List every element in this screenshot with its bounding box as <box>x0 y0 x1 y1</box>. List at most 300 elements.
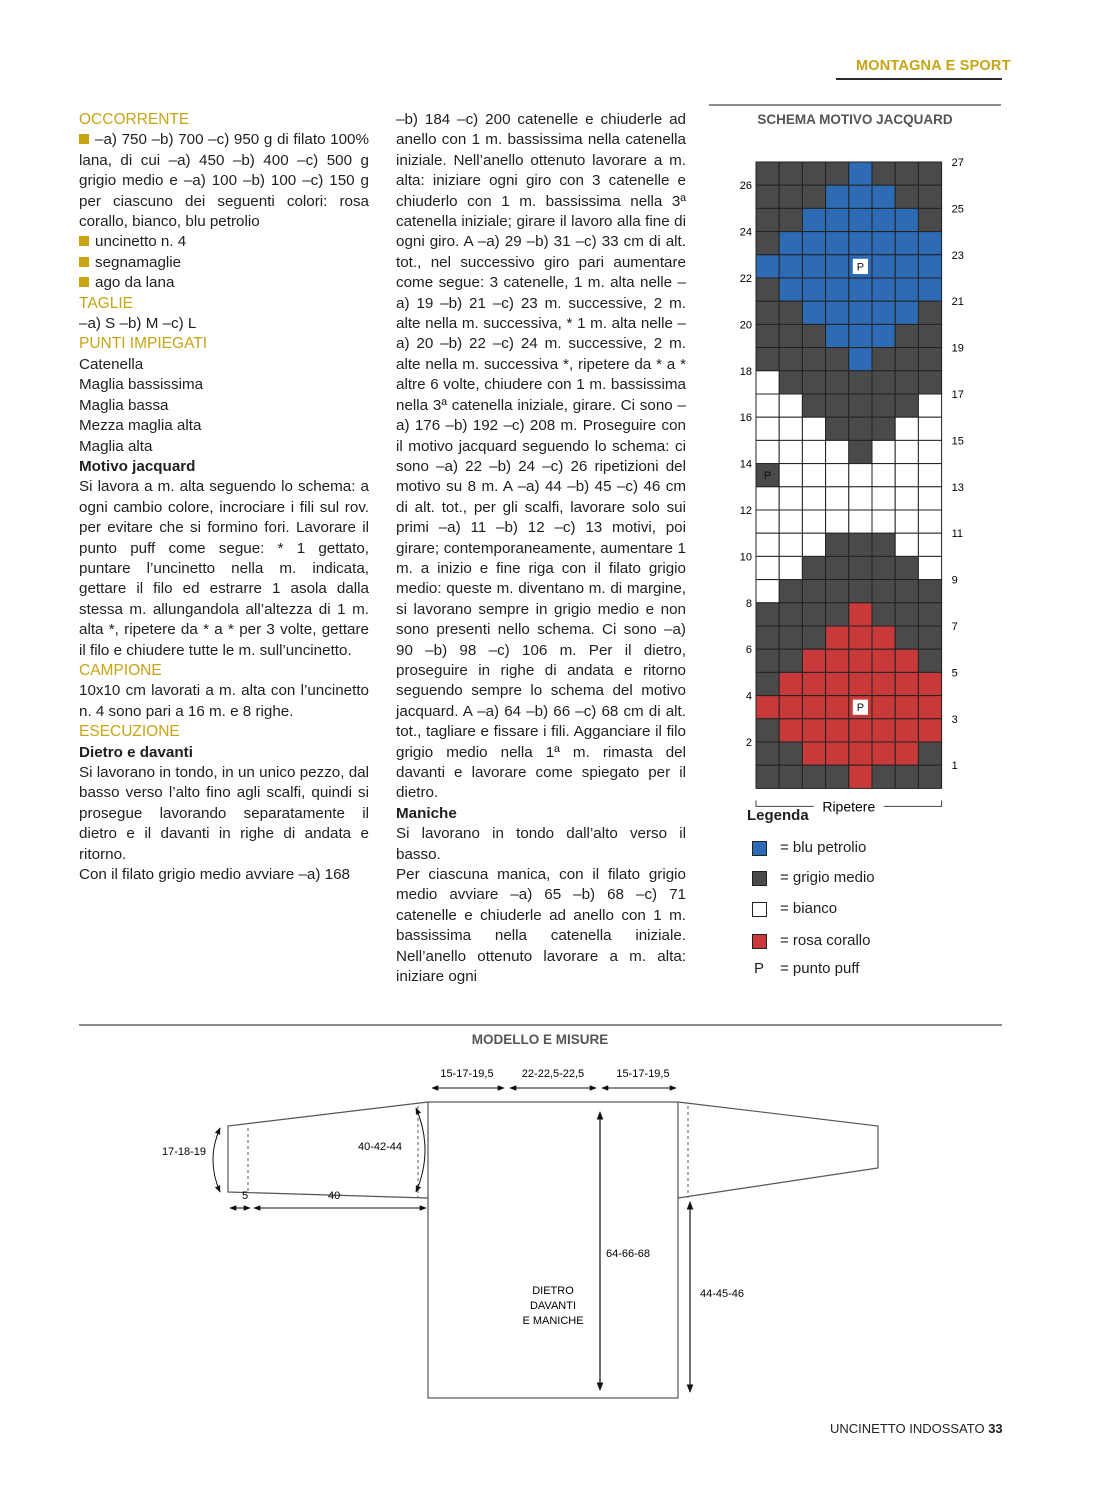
chart-cell <box>756 603 779 626</box>
chart-cell <box>779 487 802 510</box>
chart-cell <box>918 533 941 556</box>
chart-cell <box>849 394 872 417</box>
chart-cell <box>802 765 825 788</box>
piece-label-line: DIETRO <box>532 1285 574 1297</box>
chart-cell <box>895 371 918 394</box>
chart-cell <box>895 533 918 556</box>
chart-cell <box>872 626 895 649</box>
maniche-heading: Maniche <box>396 804 457 822</box>
chart-cell <box>779 417 802 440</box>
chart-cell <box>826 348 849 371</box>
chart-cell <box>826 255 849 278</box>
swatch-icon <box>752 934 767 949</box>
header-rule <box>836 78 1002 80</box>
chart-cell <box>895 719 918 742</box>
chart-cell <box>802 371 825 394</box>
chart-cell <box>756 742 779 765</box>
occorrente-heading: OCCORRENTE <box>79 111 190 128</box>
chart-cell <box>802 255 825 278</box>
item-needle: ago da lana <box>79 273 369 293</box>
chart-cell <box>756 255 779 278</box>
chart-cell <box>872 394 895 417</box>
chart-cell <box>779 278 802 301</box>
page-number: 33 <box>988 1421 1003 1436</box>
chart-cell <box>918 417 941 440</box>
chart-cell <box>756 510 779 533</box>
row-label-left: 6 <box>745 644 752 657</box>
chart-cell <box>826 603 849 626</box>
body-height-label: 64-66-68 <box>606 1248 651 1260</box>
chart-cell <box>826 371 849 394</box>
chart-cell <box>779 324 802 347</box>
chart-cell <box>849 765 872 788</box>
row-label-right: 3 <box>951 713 958 726</box>
chart-cell <box>802 301 825 324</box>
chart-cell <box>779 603 802 626</box>
legend-title: Legenda <box>747 807 809 824</box>
chart-cell <box>918 208 941 231</box>
taglie-heading: TAGLIE <box>79 294 133 312</box>
chart-cell <box>849 208 872 231</box>
chart-cell <box>849 232 872 255</box>
chart-cell <box>895 185 918 208</box>
chart-cell <box>895 672 918 695</box>
row-label-right: 11 <box>951 528 964 541</box>
chart-cell <box>779 719 802 742</box>
punti-heading: PUNTI IMPIEGATI <box>79 335 208 353</box>
chart-cell <box>918 487 941 510</box>
magazine-name: UNCINETTO INDOSSATO <box>830 1421 985 1436</box>
puff-symbol: P <box>754 960 765 977</box>
chart-cell <box>872 603 895 626</box>
cuff-width-arrow <box>213 1128 220 1192</box>
chart-cell <box>779 649 802 672</box>
chart-cell <box>826 719 849 742</box>
row-label-left: 18 <box>739 365 752 378</box>
chart-cell <box>849 719 872 742</box>
chart-cell <box>918 232 941 255</box>
chart-cell <box>895 255 918 278</box>
side-height-label: 44-45-46 <box>700 1288 745 1300</box>
chart-cell <box>779 185 802 208</box>
puff-mark: P <box>763 470 772 483</box>
row-label-left: 16 <box>739 412 752 425</box>
chart-cell <box>895 556 918 579</box>
chart-cell <box>895 487 918 510</box>
chart-cell <box>872 672 895 695</box>
maniche-text-cont: Per ciascuna manica, con il filato grigio medio avviare –a) 65 –b) 68 –c) 71 catenelle e chiuderle ad anello con 1 m. bassissima nella catenella iniziale. Nell’anello ottenuto lavorare a m. alta: iniziare ogni <box>396 866 686 986</box>
chart-cell <box>802 394 825 417</box>
chart-cell <box>872 301 895 324</box>
chart-cell <box>849 533 872 556</box>
dietro-text-cont: Con il filato grigio medio avviare –a) 168 <box>79 866 350 884</box>
chart-cell <box>849 348 872 371</box>
chart-cell <box>756 672 779 695</box>
item-hook: uncinetto n. 4 <box>79 232 369 252</box>
chart-cell <box>802 208 825 231</box>
chart-cell <box>849 301 872 324</box>
chart-cell <box>918 464 941 487</box>
chart-cell <box>849 324 872 347</box>
chart-cell <box>826 649 849 672</box>
chart-cell <box>802 232 825 255</box>
taglie-text: –a) S –b) M –c) L <box>79 315 197 333</box>
chart-cell <box>802 510 825 533</box>
sleeve-length-label: 40 <box>328 1190 341 1202</box>
chart-cell <box>756 301 779 324</box>
jacquard-chart <box>720 150 980 815</box>
chart-cell <box>872 208 895 231</box>
puff-mark: P <box>856 702 865 715</box>
chart-cell <box>918 324 941 347</box>
occorrente-text: –a) 750 –b) 700 –c) 950 g di filato 100% lana, di cui –a) 450 –b) 400 –c) 500 g grigio medio e –a) 100 –b) 100 –c) 150 g per ciascuno dei seguenti colori: rosa corallo, bianco, blu petrolio <box>79 131 369 231</box>
chart-cell <box>872 487 895 510</box>
chart-cell <box>756 394 779 417</box>
chart-cell <box>895 417 918 440</box>
chart-cell <box>802 603 825 626</box>
chart-cell <box>779 672 802 695</box>
chart-cell <box>918 626 941 649</box>
chart-cell <box>849 649 872 672</box>
row-label-left: 24 <box>739 226 752 239</box>
motivo-heading: Motivo jacquard <box>79 457 196 475</box>
chart-cell <box>895 510 918 533</box>
bullet-icon <box>79 134 89 144</box>
chart-cell <box>756 556 779 579</box>
swatch-icon <box>752 902 767 917</box>
chart-cell <box>849 440 872 463</box>
model-title: MODELLO E MISURE <box>471 1032 609 1047</box>
chart-cell <box>849 162 872 185</box>
chart-cell <box>802 417 825 440</box>
item-markers: segnamaglie <box>79 253 369 273</box>
row-label-right: 5 <box>951 667 958 680</box>
row-label-left: 20 <box>739 319 752 332</box>
row-label-right: 1 <box>951 760 958 773</box>
chart-cell <box>756 649 779 672</box>
chart-cell <box>895 696 918 719</box>
chart-cell <box>895 301 918 324</box>
armhole-label: 40-42-44 <box>358 1141 403 1153</box>
chart-cell <box>872 417 895 440</box>
chart-cell <box>802 464 825 487</box>
chart-cell <box>779 348 802 371</box>
chart-cell <box>872 649 895 672</box>
chart-rule <box>709 104 1001 106</box>
chart-cell <box>756 324 779 347</box>
chart-cell <box>802 672 825 695</box>
chart-cell <box>826 510 849 533</box>
dietro-heading: Dietro e davanti <box>79 743 193 761</box>
chart-cell <box>802 696 825 719</box>
row-label-left: 8 <box>745 597 752 610</box>
chart-cell <box>756 348 779 371</box>
chart-cell <box>918 440 941 463</box>
campione-heading: CAMPIONE <box>79 661 162 679</box>
chart-cell <box>849 742 872 765</box>
row-label-right: 17 <box>951 389 964 401</box>
chart-cell <box>872 440 895 463</box>
chart-cell <box>849 672 872 695</box>
chart-cell <box>779 626 802 649</box>
chart-cell <box>756 417 779 440</box>
chart-cell <box>895 394 918 417</box>
chart-title: SCHEMA MOTIVO JACQUARD <box>757 112 953 127</box>
armhole-arrow <box>416 1108 425 1192</box>
text-column-2 <box>396 110 686 987</box>
chart-cell <box>826 765 849 788</box>
row-label-left: 14 <box>739 458 752 471</box>
chart-cell <box>779 394 802 417</box>
garment-diagram <box>0 1050 1107 1420</box>
right-sleeve-outline <box>678 1102 878 1198</box>
chart-cell <box>756 580 779 603</box>
dietro-text: Si lavorano in tondo, in un unico pezzo, dal basso verso l’alto fino agli scalfi, quindi si prosegue lavorando separatamente il dietro e il davanti in righe di andata e ritorno. <box>79 764 369 863</box>
chart-cell <box>802 162 825 185</box>
cuff-width-label: 17-18-19 <box>162 1146 207 1158</box>
chart-cell <box>895 162 918 185</box>
chart-cell <box>756 371 779 394</box>
chart-cell <box>779 301 802 324</box>
chart-cell <box>918 301 941 324</box>
row-label-left: 10 <box>739 551 752 564</box>
row-label-right: 27 <box>951 157 964 169</box>
chart-cell <box>802 348 825 371</box>
chart-cell <box>895 626 918 649</box>
bullet-icon <box>79 236 89 246</box>
chart-cell <box>756 232 779 255</box>
chart-cell <box>849 603 872 626</box>
model-rule <box>79 1024 1002 1026</box>
chart-cell <box>918 765 941 788</box>
chart-cell <box>895 765 918 788</box>
chart-cell <box>872 533 895 556</box>
chart-cell <box>895 464 918 487</box>
chart-cell <box>872 580 895 603</box>
bullet-icon <box>79 277 89 287</box>
chart-cell <box>826 394 849 417</box>
puff-mark: P <box>856 261 865 274</box>
chart-cell <box>826 672 849 695</box>
chart-cell <box>918 348 941 371</box>
chart-cell <box>779 208 802 231</box>
chart-cell <box>849 417 872 440</box>
chart-cell <box>918 719 941 742</box>
chart-cell <box>826 301 849 324</box>
chart-cell <box>779 371 802 394</box>
chart-cell <box>849 487 872 510</box>
chart-cell <box>779 556 802 579</box>
piece-label-line: DAVANTI <box>529 1300 577 1312</box>
chart-cell <box>872 371 895 394</box>
chart-cell <box>779 464 802 487</box>
chart-cell <box>918 394 941 417</box>
chart-cell <box>918 185 941 208</box>
chart-cell <box>895 580 918 603</box>
chart-cell <box>802 440 825 463</box>
top-center-label: 22-22,5-22,5 <box>521 1068 585 1080</box>
chart-cell <box>872 765 895 788</box>
row-label-left: 22 <box>739 273 752 285</box>
chart-cell <box>756 208 779 231</box>
chart-cell <box>849 626 872 649</box>
chart-cell <box>779 255 802 278</box>
chart-cell <box>756 696 779 719</box>
punti-item: Mezza maglia alta <box>79 417 202 435</box>
row-label-right: 23 <box>951 249 964 262</box>
chart-cell <box>756 487 779 510</box>
chart-cell <box>779 765 802 788</box>
chart-cell <box>826 533 849 556</box>
chart-cell <box>895 232 918 255</box>
row-label-left: 4 <box>745 690 752 703</box>
chart-cell <box>802 487 825 510</box>
chart-cell <box>756 719 779 742</box>
top-left-label: 15-17-19,5 <box>440 1068 494 1080</box>
text-column-1 <box>79 110 369 885</box>
chart-cell <box>918 510 941 533</box>
chart-cell <box>756 440 779 463</box>
chart-cell <box>779 510 802 533</box>
chart-cell <box>918 603 941 626</box>
chart-cell <box>826 162 849 185</box>
chart-cell <box>918 742 941 765</box>
chart-cell <box>826 464 849 487</box>
chart-cell <box>826 487 849 510</box>
chart-cell <box>826 232 849 255</box>
chart-cell <box>756 533 779 556</box>
chart-cell <box>802 742 825 765</box>
chart-cell <box>779 440 802 463</box>
row-label-right: 13 <box>951 481 964 494</box>
chart-cell <box>826 626 849 649</box>
punti-item: Maglia bassa <box>79 396 169 414</box>
row-label-right: 25 <box>951 203 964 216</box>
top-right-label: 15-17-19,5 <box>616 1068 670 1080</box>
chart-cell <box>826 278 849 301</box>
chart-cell <box>872 510 895 533</box>
chart-cell <box>826 742 849 765</box>
row-label-left: 12 <box>739 505 752 517</box>
chart-cell <box>895 324 918 347</box>
swatch-icon <box>752 871 767 886</box>
chart-cell <box>872 324 895 347</box>
chart-cell <box>918 371 941 394</box>
chart-cell <box>756 278 779 301</box>
chart-cell <box>779 232 802 255</box>
chart-cell <box>802 556 825 579</box>
chart-cell <box>826 440 849 463</box>
instructions-text: –b) 184 –c) 200 catenelle e chiuderle ad anello con 1 m. bassissima nella catenella iniziale. Nell’anello ottenuto lavorare a m. alta: iniziare ogni giro con 3 catenelle e chiuderlo con 1 m. bassissima nella 3ª catenella iniziale; girare il lavoro alla fine di ogni giro. A –a) 29 –b) 31 –c) 33 cm di alt. tot., nel successivo giro pari aumentare come segue: 3 catenelle, 1 m. alta nelle –a) 19 –b) 21 –c) 23 m. successive, 2 m. alte nella m. successiva, * 1 m. alta nelle –a) 20 –b) 22 –c) 24 m. successive, 2 m. alte nella m. successiva *, ripetere da * a * altre 6 volte, chiudere con 1 m. bassissima nella 3ª catenella iniziale, girare. Ci sono –a) 176 –b) 192 –c) 208 m. Proseguire con il motivo jacquard seguendo lo schema: ci sono –a) 22 –b) 24 –c) 26 ripetizioni del motivo su 8 m. A –a) 44 –b) 45 –c) 46 cm di alt. tot., per gli scalfi, lavorare solo sui primi –a) 11 –b) 12 –c) 13 motivi, poi girare; contemporaneamente, aumentare 1 m. a inizio e fine riga con il filato grigio medio: queste m. diventano m. di margine, si lavorano sempre in grigio medio e non sono presenti nello schema. Ci sono –a) 90 –b) 98 –c) 106 m. Per il dietro, proseguire in righe di andata e ritorno seguendo sempre lo schema del motivo jacquard. A –a) 64 –b) 66 –c) 68 cm di alt. tot., tagliare e fissare i fili. Agganciare il filo grigio medio nella 1ª m. rimasta del davanti e lavorare come spiegato per il dietro. <box>396 111 686 802</box>
punti-item: Catenella <box>79 355 144 373</box>
chart-cell <box>918 278 941 301</box>
chart-cell <box>826 417 849 440</box>
chart-cell <box>849 371 872 394</box>
chart-cell <box>895 348 918 371</box>
chart-cell <box>756 162 779 185</box>
campione-text: 10x10 cm lavorati a m. alta con l’uncinetto n. 4 sono pari a 16 m. e 8 righe. <box>79 682 369 720</box>
repeat-label: Ripetere <box>822 798 876 815</box>
chart-cell <box>849 185 872 208</box>
chart-cell <box>826 696 849 719</box>
chart-cell <box>872 185 895 208</box>
row-label-right: 7 <box>951 621 958 633</box>
chart-cell <box>872 719 895 742</box>
swatch-icon <box>752 841 767 856</box>
chart-cell <box>918 649 941 672</box>
chart-cell <box>779 696 802 719</box>
chart-cell <box>872 696 895 719</box>
chart-cell <box>756 626 779 649</box>
chart-cell <box>849 278 872 301</box>
cuff-length-label: 5 <box>242 1190 249 1202</box>
row-label-right: 9 <box>951 574 958 587</box>
chart-cell <box>826 324 849 347</box>
section-title: MONTAGNA E SPORT <box>856 58 1011 74</box>
chart-cell <box>849 464 872 487</box>
chart-cell <box>872 278 895 301</box>
chart-cell <box>802 533 825 556</box>
chart-cell <box>826 580 849 603</box>
chart-cell <box>826 208 849 231</box>
chart-cell <box>802 324 825 347</box>
esecuzione-heading: ESECUZIONE <box>79 723 180 741</box>
chart-cell <box>872 232 895 255</box>
chart-cell <box>756 185 779 208</box>
chart-cell <box>802 580 825 603</box>
chart-cell <box>918 556 941 579</box>
chart-cell <box>895 208 918 231</box>
chart-cell <box>826 556 849 579</box>
chart-cell <box>895 649 918 672</box>
motivo-text: Si lavora a m. alta seguendo lo schema: a ogni cambio colore, incrociare i fili sul rov. per evitare che si formino fori. Lavorare il punto puff come segue: * 1 gettato, puntare l’uncinetto nella m. indicata, gettare il filo ed estrarre 1 asola dalla stessa m. allungandola all’altezza di 1 m. alta *, ripetere da * a * per 3 volte, gettare il filo e chiudere tutte le m. sull’uncinetto. <box>79 478 369 659</box>
row-label-right: 19 <box>951 342 964 355</box>
chart-cell <box>895 603 918 626</box>
punti-item: Maglia alta <box>79 437 153 455</box>
chart-cell <box>872 556 895 579</box>
page-footer <box>830 1421 1003 1436</box>
chart-cell <box>918 255 941 278</box>
chart-cell <box>802 626 825 649</box>
row-label-left: 2 <box>745 737 752 749</box>
chart-cell <box>756 765 779 788</box>
chart-cell <box>918 580 941 603</box>
chart-cell <box>918 162 941 185</box>
chart-cell <box>849 580 872 603</box>
chart-cell <box>779 533 802 556</box>
chart-cell <box>849 556 872 579</box>
chart-cell <box>849 510 872 533</box>
row-label-left: 26 <box>739 180 752 193</box>
chart-cell <box>779 580 802 603</box>
chart-cell <box>895 278 918 301</box>
piece-label-line: E MANICHE <box>522 1315 584 1327</box>
chart-cell <box>895 440 918 463</box>
punti-item: Maglia bassissima <box>79 376 204 394</box>
chart-cell <box>826 185 849 208</box>
row-label-right: 21 <box>951 296 964 309</box>
bullet-icon <box>79 257 89 267</box>
chart-cell <box>872 255 895 278</box>
chart-cell <box>918 696 941 719</box>
maniche-text: Si lavorano in tondo dall’alto verso il basso. <box>396 825 686 863</box>
chart-cell <box>895 742 918 765</box>
chart-cell <box>802 649 825 672</box>
chart-cell <box>872 348 895 371</box>
chart-cell <box>802 719 825 742</box>
row-label-right: 15 <box>951 435 964 448</box>
chart-cell <box>779 162 802 185</box>
